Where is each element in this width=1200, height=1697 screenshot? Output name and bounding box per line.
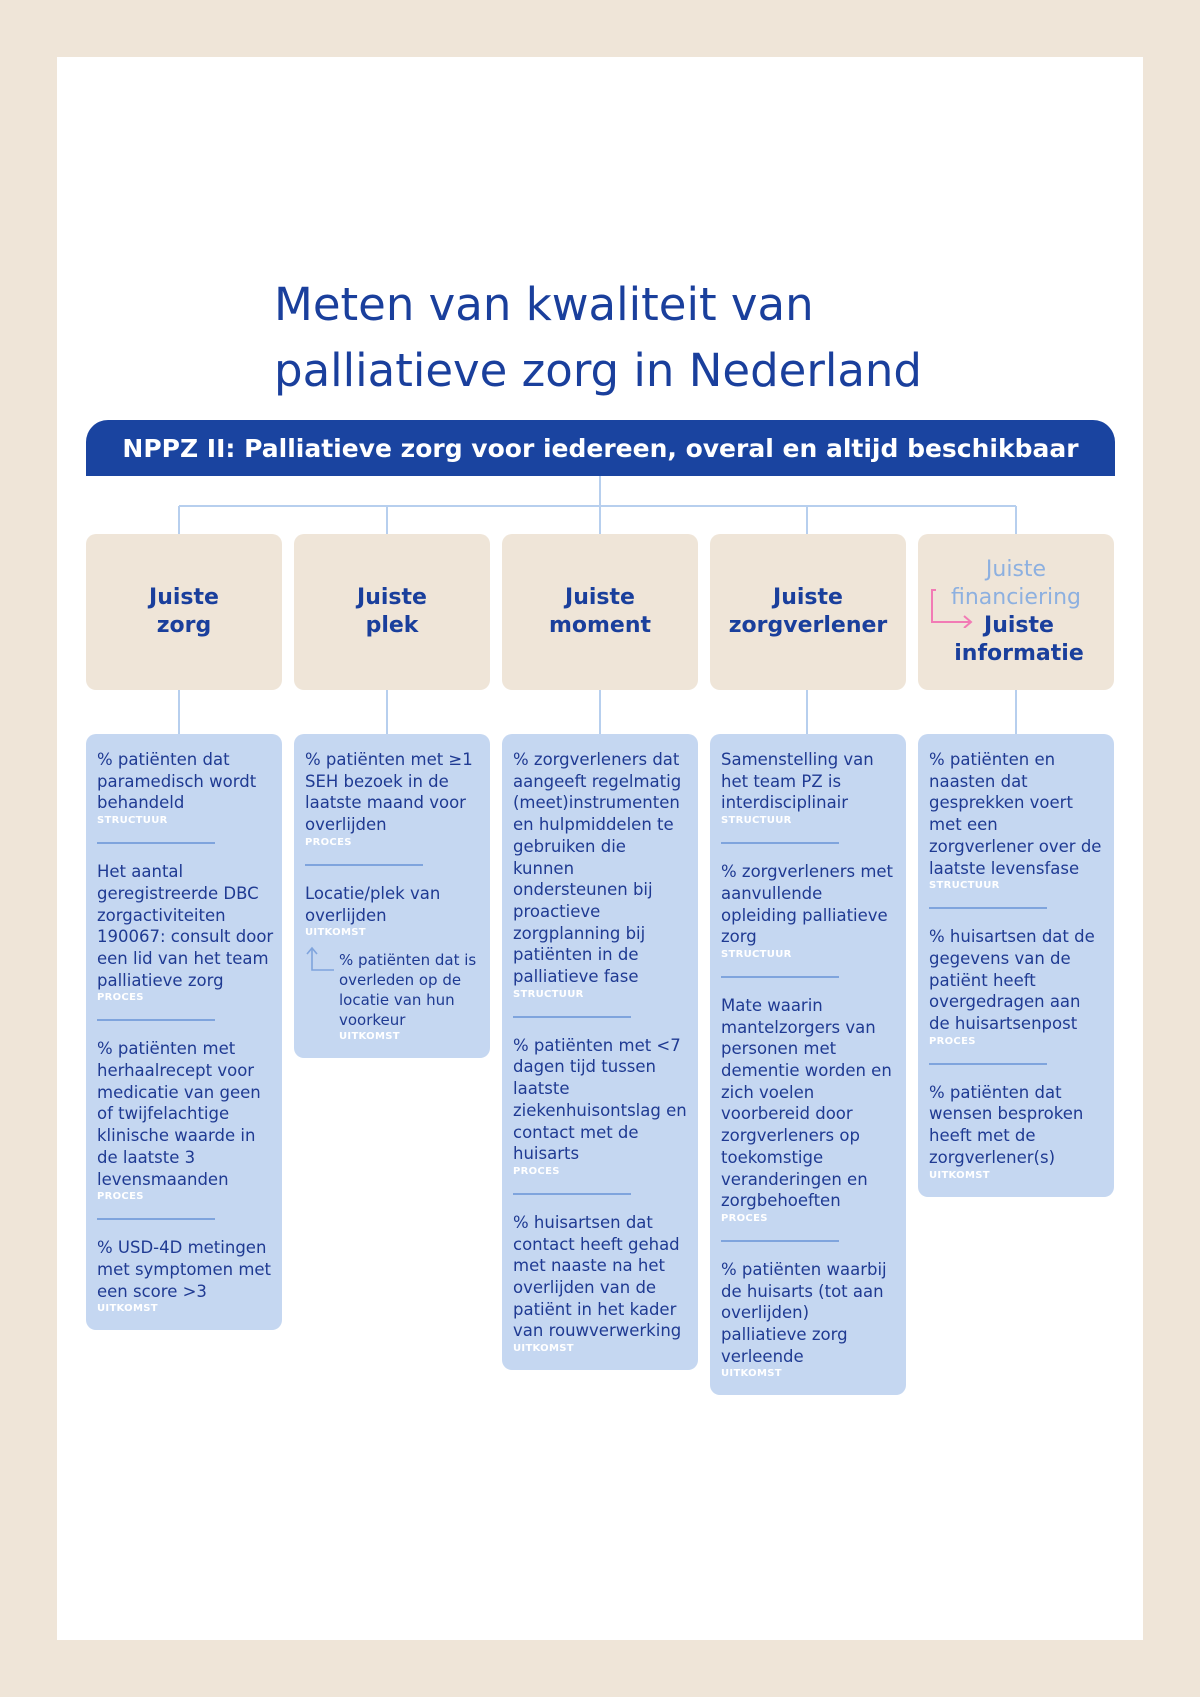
indicator <box>305 883 482 1042</box>
indicator-tag: PROCES <box>513 1165 560 1177</box>
indicator <box>929 926 1106 1047</box>
indicator-text: % patiënten waarbij de huisarts (tot aan overlijden) palliatieve zorg verleende <box>721 1259 887 1366</box>
indicator-text: Samenstelling van het team PZ is interdisciplinair <box>721 750 874 813</box>
indicator-tag: PROCES <box>97 1191 144 1203</box>
indicator-tag: STRUCTUUR <box>721 815 792 827</box>
divider <box>721 1240 839 1242</box>
indicator-text: % huisartsen dat de gegevens van de patiënt heeft overgedragen aan de huisartsenpost <box>929 927 1095 1034</box>
indicator-text: % patiënten dat paramedisch wordt behandeld <box>97 750 257 813</box>
indicator <box>305 749 482 848</box>
arrow-pink-icon <box>927 588 977 628</box>
indicator-tag: PROCES <box>929 1035 976 1047</box>
divider <box>97 1019 215 1021</box>
divider <box>721 842 839 844</box>
divider <box>513 1193 631 1195</box>
divider <box>513 1016 631 1018</box>
indicator-tag: UITKOMST <box>513 1343 574 1355</box>
sub-indicator-tag: UITKOMST <box>339 1031 400 1043</box>
divider <box>721 976 839 978</box>
indicator-tag: STRUCTUUR <box>513 988 584 1000</box>
category-line: informatie <box>954 641 1084 666</box>
indicator-tag: UITKOMST <box>305 927 366 939</box>
category-juiste-zorgverlener <box>710 534 906 690</box>
indicator-text: % patiënten met ≥1 SEH bezoek in de laatste maand voor overlijden <box>305 750 473 835</box>
indicator-text: Locatie/plek van overlijden <box>305 883 441 925</box>
category-faded-line: Juiste <box>985 557 1047 582</box>
indicator-tag: STRUCTUUR <box>97 815 168 827</box>
column-juiste-zorg <box>86 734 282 1330</box>
category-line: Juiste <box>565 585 635 610</box>
indicator-text: % huisartsen dat contact heeft gehad met naaste na het overlijden van de patiënt in het kader van rouwverwerking <box>513 1212 682 1341</box>
category-line: zorg <box>156 613 212 638</box>
indicator-text: Het aantal geregistreerde DBC zorgactiviteiten 190067: consult door een lid van het team palliatieve zorg <box>97 862 274 990</box>
category-faded-line: financiering <box>950 585 1082 610</box>
sub-indicator-text: % patiënten dat is overleden op de locatie van hun voorkeur <box>339 951 477 1030</box>
indicator-tag: UITKOMST <box>721 1368 782 1380</box>
indicator-tag: PROCES <box>305 836 352 848</box>
indicator-text: % patiënten met herhaalrecept voor medicatie van geen of twijfelachtige klinische waarde in de laatste 3 levensmaanden <box>97 1039 261 1189</box>
indicator-text: % zorgverleners met aanvullende opleiding palliatieve zorg <box>721 862 894 947</box>
category-line: Juiste <box>984 613 1054 638</box>
indicator <box>97 749 274 826</box>
indicator-tag: STRUCTUUR <box>721 948 792 960</box>
indicator-text: % patiënten en naasten dat gesprekken voert met een zorgverlener over de laatste levensfase <box>929 750 1102 878</box>
indicator <box>97 1038 274 1202</box>
category-line: moment <box>548 613 652 638</box>
title-line-1: Meten van kwaliteit van <box>274 278 814 331</box>
indicator-text: % patiënten met <7 dagen tijd tussen laatste ziekenhuisontslag en contact met de huisarts <box>513 1035 687 1164</box>
category-line: zorgverlener <box>728 613 888 638</box>
divider <box>929 907 1047 909</box>
divider <box>97 842 215 844</box>
nppz-banner: NPPZ II: Palliatieve zorg voor iedereen, overal en altijd beschikbaar <box>86 420 1115 476</box>
divider <box>305 864 423 866</box>
category-line: Juiste <box>149 585 219 610</box>
category-line: Juiste <box>773 585 843 610</box>
indicator <box>721 861 898 960</box>
sub-indicator <box>305 950 482 1042</box>
indicator <box>97 1237 274 1314</box>
column-juiste-moment <box>502 734 698 1370</box>
category-juiste-informatie <box>918 534 1114 690</box>
indicator-text: Mate waarin mantelzorgers van personen met dementie worden en zich voelen voorbereid door zorgverleners op toekomstige veranderingen en zorgbehoeften <box>721 995 892 1211</box>
indicator <box>97 861 274 1003</box>
indicator-text: % zorgverleners dat aangeeft regelmatig (meet)instrumenten en hulpmiddelen te gebruiken die kunnen ondersteunen bij proactieve zorgplanning bij patiënten in de palliatieve fase <box>513 750 682 987</box>
indicator-text: % patiënten dat wensen besproken heeft met de zorgverlener(s) <box>929 1082 1084 1167</box>
column-juiste-zorgverlener <box>710 734 906 1395</box>
title-line-2: palliatieve zorg in Nederland <box>274 344 922 397</box>
indicator <box>721 1259 898 1380</box>
indicator-tag: UITKOMST <box>929 1169 990 1181</box>
indicator-tag: PROCES <box>97 992 144 1004</box>
indicator <box>513 749 690 1000</box>
category-juiste-moment <box>502 534 698 690</box>
category-juiste-plek <box>294 534 490 690</box>
indicator <box>929 749 1106 891</box>
indicator-tag: PROCES <box>721 1212 768 1224</box>
column-juiste-plek <box>294 734 490 1058</box>
indicator-tag: UITKOMST <box>97 1303 158 1315</box>
indicator <box>929 1082 1106 1181</box>
indicator <box>513 1212 690 1354</box>
arrow-up-icon <box>306 944 336 978</box>
indicator <box>721 995 898 1224</box>
column-juiste-informatie <box>918 734 1114 1197</box>
divider <box>929 1063 1047 1065</box>
category-line: Juiste <box>357 585 427 610</box>
indicator <box>513 1035 690 1177</box>
indicator-tag: STRUCTUUR <box>929 880 1000 892</box>
category-juiste-zorg <box>86 534 282 690</box>
indicator <box>721 749 898 826</box>
indicator-text: % USD-4D metingen met symptomen met een score >3 <box>97 1238 272 1301</box>
divider <box>97 1218 215 1220</box>
category-line: plek <box>365 613 419 638</box>
